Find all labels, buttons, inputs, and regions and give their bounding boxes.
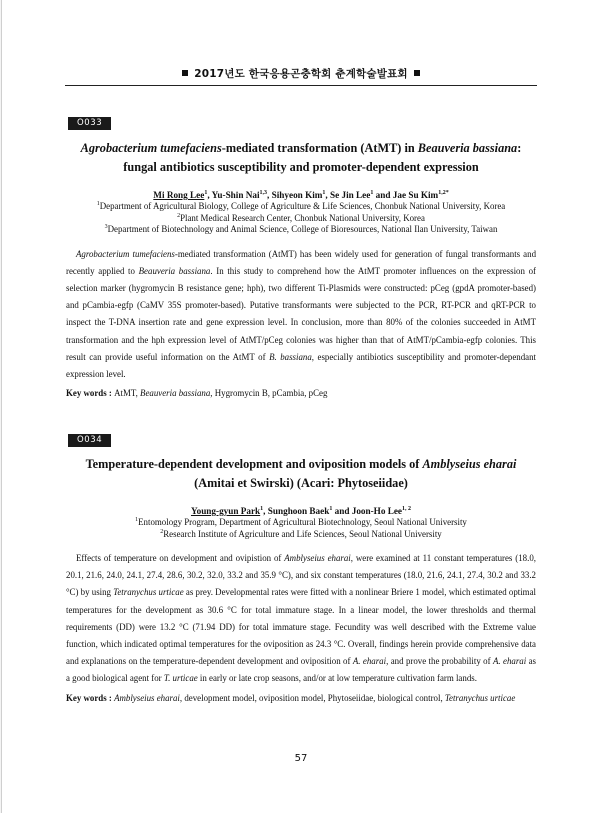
author-name: Young-gyun Park <box>190 506 261 516</box>
abstract-text: as a good biological agent for <box>66 656 537 684</box>
author-affiliation-mark: 1, 2 <box>402 506 412 512</box>
abstract-text: . In this study to comprehend how the AtMT promoter influences on the expression of selection marker (hygromycin B resistance gene; hph), two different Ti-Plasmids were constructed: pCeg (gpdA promoter-based) and pCambia-egfp (CaMV 35S promoter-based). Putative transformants were subjected to the PCR, RT-PCR and qRT-PCR to inspect the T-DNA insertion rate and gene expression level. In conclusion, more than 80% of the colonies succeeded in AtMT transformation and the hph expression level of AtMT/pCeg colonies was higher than that of AtMT/pCambia-egfp colonies. This result can provide useful information on the AtMT of <box>66 265 536 362</box>
affiliation <box>66 224 536 236</box>
header-divider <box>65 85 537 86</box>
abstract-body <box>66 246 536 384</box>
abstract-text: A. eharai <box>492 656 527 667</box>
abstract-body <box>66 550 536 688</box>
affiliation-mark: 1 <box>96 201 100 207</box>
abstract-text: Agrobacterium tumefaciens <box>76 248 175 259</box>
keyword-text: Amblyseius eharai <box>114 692 180 703</box>
author-affiliation-mark: 1 <box>370 190 374 196</box>
author-affiliation-mark: 1 <box>329 506 333 512</box>
abstract-o034 <box>66 455 536 705</box>
affiliation <box>66 517 536 529</box>
square-bullet-icon <box>182 70 188 76</box>
title-text: : <box>517 141 522 155</box>
abstract-text: Beauveria bassiana <box>138 265 211 276</box>
affiliation <box>66 213 536 225</box>
keywords-label: Key words : <box>66 692 115 703</box>
affiliation-text: Plant Medical Research Center, Chonbuk National University, Korea <box>180 212 425 223</box>
author-name: Se Jin Lee <box>330 190 371 200</box>
title-line-2: (Amitai et Swirski) (Acari: Phytoseiidae) <box>194 476 408 490</box>
abstract-text: , and prove the probability of <box>386 656 493 667</box>
author <box>272 190 326 200</box>
affiliation-text: Entomology Program, Department of Agricultural Biotechnology, Seoul National University <box>138 517 467 527</box>
abstract-text: B. bassiana <box>269 351 312 362</box>
keyword-text: Beauveria bassiana, <box>140 388 213 399</box>
abstract-text: as prey. Developmental rates were fitted with a nonlinear Briere 1 model, which estimated optimal temperatures for the development as 30.6 °C for total immature stage. In a linear model, the lower thresholds and thermal requirements (DD) were 13.2 °C (71.94 DD) for total immature stage. Fecundity was well described with the Extreme value function, which indicated optimal temperatures for the oviposition as 24.3 °C. Overall, findings herein provide comprehensive data and explanations on the temperature-dependent development and oviposition of <box>66 587 536 667</box>
title-text: Temperature-dependent development and oviposition models of <box>85 457 423 471</box>
author-name: Mi Rong Lee <box>153 190 205 200</box>
abstract-text: in early or late crop seasons, and/or at low temperature cultivation farm lands. <box>197 673 477 684</box>
title-species: Agrobacterium tumefaciens <box>80 141 222 155</box>
author-affiliation-mark: 1 <box>260 506 264 512</box>
keyword-text: AtMT, <box>114 388 141 399</box>
author <box>352 506 411 516</box>
abstract-o033 <box>66 139 536 400</box>
author-affiliation-mark: 1,2* <box>438 190 449 196</box>
title-line-2: fungal antibiotics susceptibility and promoter-dependent expression <box>123 160 479 174</box>
keyword-text: , development model, oviposition model, Phytoseiidae, biological control, <box>179 692 445 703</box>
conference-header <box>2 66 600 82</box>
author-list: Young-gyun Park$^1$, Sunghoon Baek$^1$ and Joon-Ho Lee$^{1, 2}$ <box>190 506 412 516</box>
author <box>212 190 267 200</box>
abstract-id-badge: O034 <box>68 434 111 447</box>
square-bullet-icon <box>414 70 420 76</box>
abstract-text: T. urticae <box>163 673 198 684</box>
abstract-text: , were examined at 11 constant temperatures (18.0, 20.1, 21.6, 24.0, 24.1, 27.4, 28.6, 30.2, 32.0, 33.2 and 35.9 °C), and six constant temperatures (18.0, 21.6, 24.1, 27.4, 30.2 and 33.2 °C) by using <box>66 553 536 598</box>
abstract-text: Tetranychus urticae <box>113 587 184 598</box>
abstract-text: A. eharai <box>352 656 387 667</box>
affiliation <box>66 529 536 541</box>
author-affiliation-mark: 1 <box>322 190 326 196</box>
author-name: Sunghoon Baek <box>267 506 330 516</box>
affiliation-list <box>66 517 536 540</box>
title-species: Amblyseius eharai <box>422 457 517 471</box>
author <box>153 190 207 200</box>
abstract-text: -mediated transformation (AtMT) has been widely used for generation of fungal transformants and recently applied to <box>66 248 537 276</box>
keyword-text: Tetranychus urticae <box>444 692 516 703</box>
author-affiliation-mark: 1 <box>204 190 208 196</box>
author-name: Yu-Shin Nai <box>211 190 260 200</box>
affiliation-text: Department of Agricultural Biology, College of Agriculture & Life Sciences, Chonbuk National University, Korea <box>99 201 506 211</box>
affiliation-mark: 2 <box>160 528 164 535</box>
author <box>330 190 373 200</box>
abstract-id-badge: O033 <box>68 117 111 130</box>
author <box>393 190 449 200</box>
author-name: Joon-Ho Lee <box>351 506 403 516</box>
journal-page <box>1 0 600 813</box>
title-species: Beauveria bassiana <box>417 141 518 155</box>
author-list: Mi Rong Lee$^1$, Yu-Shin Nai$^{1,3}$, Sihyeon Kim$^1$, Se Jin Lee$^1$ and Jae Su Kim$^{1,2*}$ <box>153 190 449 200</box>
affiliation-list <box>66 201 536 236</box>
title-text: -mediated transformation (AtMT) in <box>221 141 418 155</box>
author <box>191 506 263 516</box>
keywords <box>66 692 536 705</box>
abstract-title <box>66 455 536 493</box>
author <box>268 506 333 516</box>
affiliation-text: Research Institute of Agriculture and Life Sciences, Seoul National University <box>163 528 442 539</box>
affiliation <box>66 201 536 213</box>
conference-title: 2017년도 한국응용곤충학회 춘계학술발표회 <box>194 68 408 80</box>
keywords <box>66 387 536 400</box>
affiliation-mark: 2 <box>177 212 181 219</box>
keywords-label: Key words : <box>66 388 115 399</box>
abstract-text: Effects of temperature on development and ovipistion of <box>76 553 285 563</box>
abstract-text: , especially antibiotics susceptibility and promoter-dependant expression level. <box>66 351 536 379</box>
affiliation-text: Department of Biotechnology and Animal Science, College of Bioresources, National Ilan University, Taiwan <box>107 224 498 234</box>
abstract-text: Amblyseius eharai <box>284 553 351 563</box>
author-name: Sihyeon Kim <box>271 190 323 200</box>
page-number: 57 <box>294 753 308 764</box>
affiliation-mark: 1 <box>135 517 139 523</box>
author-affiliation-mark: 1,3 <box>259 190 268 196</box>
keyword-text: Hygromycin B, pCambia, pCeg <box>212 388 328 399</box>
affiliation-mark: 3 <box>104 224 108 230</box>
author-name: Jae Su Kim <box>392 190 439 200</box>
abstract-title <box>66 139 536 177</box>
